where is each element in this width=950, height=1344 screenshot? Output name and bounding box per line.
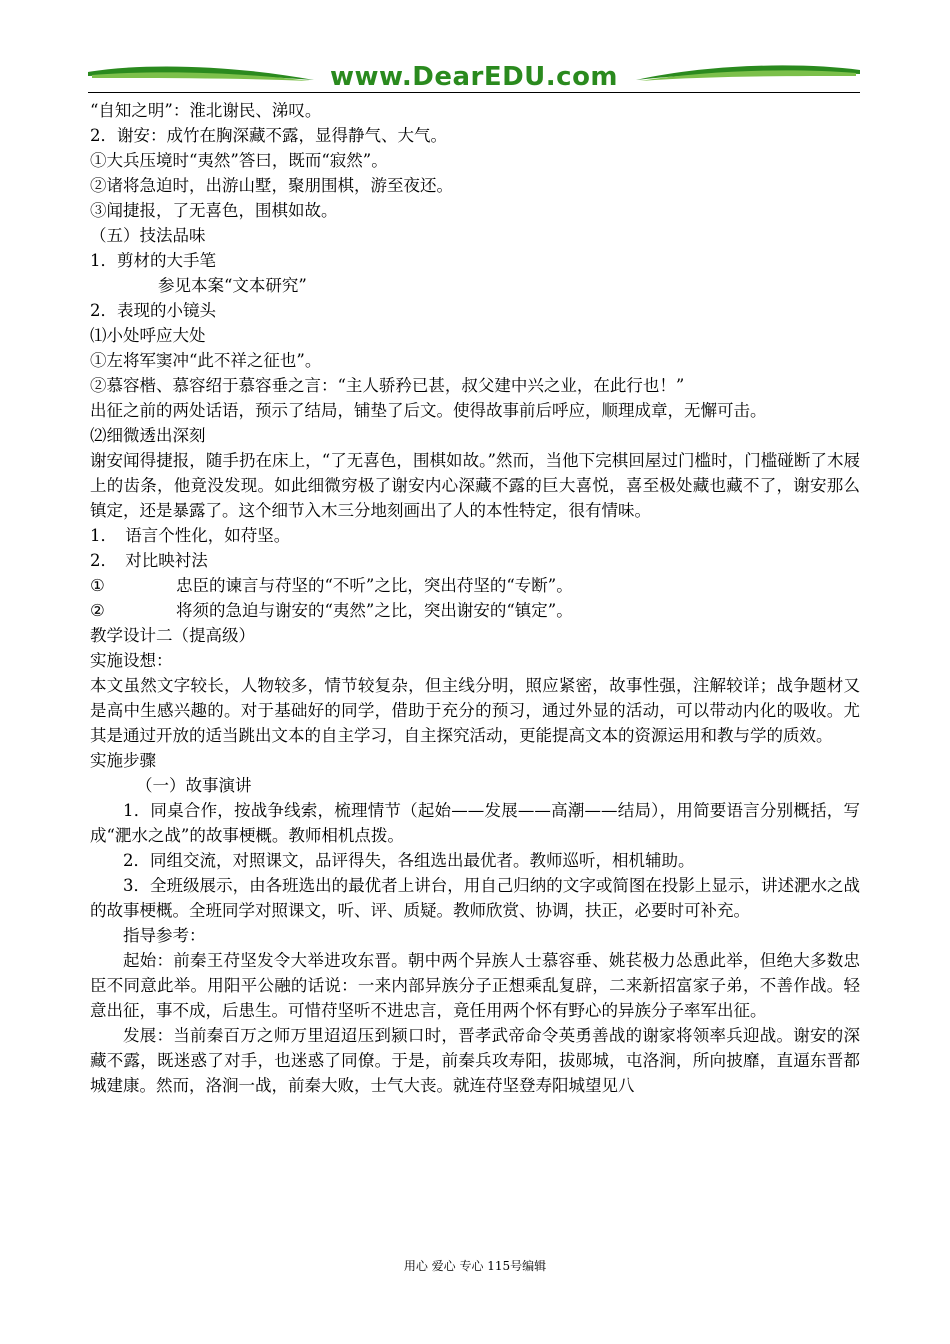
list-marker: ① — [90, 576, 105, 595]
paragraph: 1．剪材的大手笔 — [90, 251, 216, 270]
header-divider — [88, 92, 860, 93]
list-text: 将须的急迫与谢安的“夷然”之比，突出谢安的“镇定”。 — [176, 601, 573, 620]
paragraph: 参见本案“文本研究” — [158, 276, 307, 295]
subheading: ⑴小处呼应大处 — [90, 326, 206, 345]
list-item: 1． 语言个性化，如苻坚。 — [90, 526, 291, 545]
paragraph: 本文虽然文字较长，人物较多，情节较复杂，但主线分明，照应紧密，故事性强，注解较详；战争题材又是高中生感兴趣的。对于基础好的同学，借助于充分的预习，通过外显的活动，可以带动内化的吸收。尤其是通过开放的适当跳出文本的自主学习，自主探究活动，更能提高文本的资源运用和教与学的质效。 — [90, 676, 860, 745]
subheading: （一）故事演讲 — [136, 776, 252, 795]
paragraph: 3．全班级展示，由各班选出的最优者上讲台，用自己归纳的文字或简图在投影上显示，讲述淝水之战的故事梗概。全班同学对照课文，听、评、质疑。教师欣赏、协调，扶正，必要时可补充。 — [90, 876, 860, 920]
list-item — [90, 573, 860, 598]
list-item — [90, 598, 860, 623]
subheading: 实施设想： — [90, 651, 173, 670]
subheading: 实施步骤 — [90, 751, 156, 770]
subheading: 指导参考： — [123, 926, 206, 945]
paragraph: 2．表现的小镜头 — [90, 301, 216, 320]
paragraph: 出征之前的两处话语，预示了结局，铺垫了后文。使得故事前后呼应，顺理成章，无懈可击。 — [90, 401, 767, 420]
paragraph: “自知之明”：淮北谢民、涕叹。 — [90, 101, 322, 120]
paragraph: 1．同桌合作，按战争线索，梳理情节（起始——发展——高潮——结局），用简要语言分别概括，写成“淝水之战”的故事梗概。教师相机点拨。 — [90, 801, 860, 845]
subheading: ⑵细微透出深刻 — [90, 426, 206, 445]
document-body — [90, 98, 860, 1098]
list-item: ①左将军窦冲“此不祥之征也”。 — [90, 351, 322, 370]
paragraph: 2．谢安：成竹在胸深藏不露，显得静气、大气。 — [90, 126, 447, 145]
paragraph: 2．同组交流，对照课文，品评得失，各组选出最优者。教师巡听，相机辅助。 — [123, 851, 695, 870]
section-heading: 教学设计二（提高级） — [90, 626, 255, 645]
list-item: ③闻捷报，了无喜色，围棋如故。 — [90, 201, 338, 220]
list-item: ②慕容楷、慕容绍于慕容垂之言：“主人骄矜已甚，叔父建中兴之业，在此行也！” — [90, 376, 685, 395]
list-item: ①大兵压境时“夷然”答曰，既而“寂然”。 — [90, 151, 388, 170]
list-item: ②诸将急迫时，出游山墅，聚朋围棋，游至夜还。 — [90, 176, 453, 195]
page-footer: 用心 爱心 专心 115号编辑 — [403, 1259, 547, 1273]
paragraph: 起始：前秦王苻坚发令大举进攻东晋。朝中两个异族人士慕容垂、姚苌极力怂恿此举，但绝大多数忠臣不同意此举。用阳平公融的话说：一来内部异族分子正想乘乱复辟，二来新招富家子弟，不善作战。轻意出征，事不成，后患生。可惜苻坚听不进忠言，竟任用两个怀有野心的异族分子率军出征。 — [90, 951, 860, 1020]
list-marker: ② — [90, 601, 105, 620]
paragraph: 发展：当前秦百万之师万里迢迢压到颍口时，晋孝武帝命令英勇善战的谢家将领率兵迎战。谢安的深藏不露，既迷惑了对手，也迷惑了同僚。于是，前秦兵攻寿阳，拔郧城，屯洛涧，所向披靡，直逼东晋都城建康。然而，洛涧一战，前秦大败，士气大丧。就连苻坚登寿阳城望见八 — [90, 1026, 860, 1095]
site-banner — [88, 58, 860, 94]
site-logo-text[interactable]: www.DearEDU.com — [329, 62, 619, 92]
list-text: 忠臣的谏言与苻坚的“不听”之比，突出苻坚的“专断”。 — [176, 576, 573, 595]
section-heading: （五）技法品味 — [90, 226, 206, 245]
paragraph: 谢安闻得捷报，随手扔在床上，“了无喜色，围棋如故。”然而，当他下完棋回屋过门槛时，门槛碰断了木屐上的齿条，他竟没发现。如此细微穷极了谢安内心深藏不露的巨大喜悦，喜至极处藏也藏不了，谢安那么镇定，还是暴露了。这个细节入木三分地刻画出了人的本性特定，很有情味。 — [90, 451, 860, 520]
list-item: 2． 对比映衬法 — [90, 551, 208, 570]
